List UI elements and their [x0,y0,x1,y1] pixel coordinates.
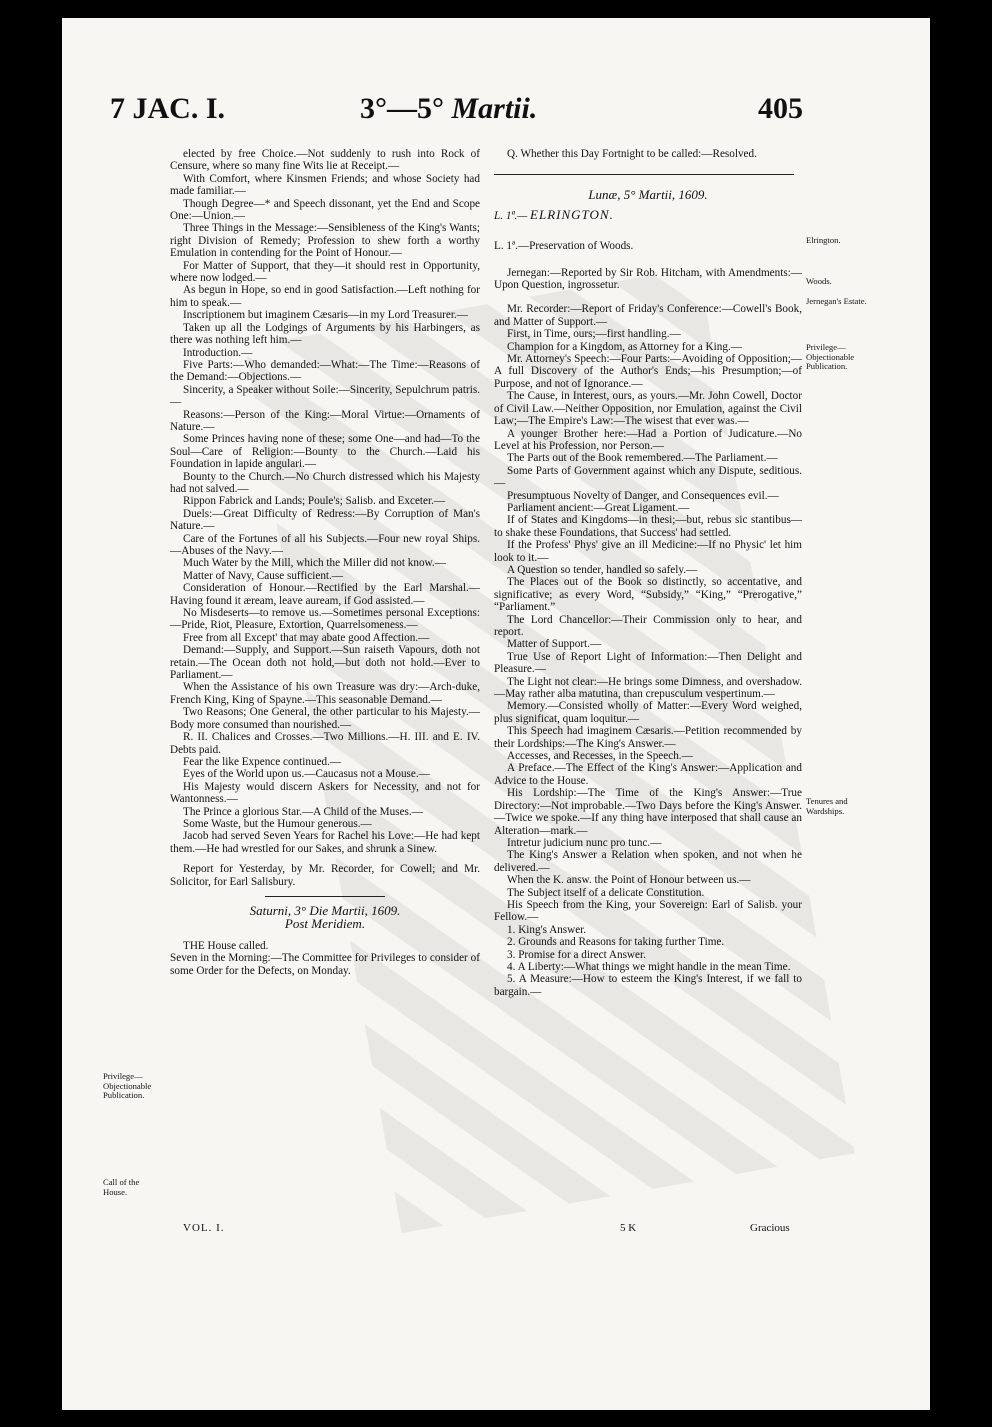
list-item: 2. Grounds and Reasons for taking further Time. [507,936,725,949]
text-paragraph: If of States and Kingdoms—in thesi;—but, rebus sic stantibus—to shake these Foundations, that Success' had settled. [494,514,802,539]
text-paragraph: The Light not clear:—He brings some Dimness, and overshadow.—May rather alba matutina, than crepusculum vespertinum.— [494,675,802,701]
page-header [110,92,810,136]
text-paragraph: Reasons:—Person of the King:—Moral Virtue:—Ornaments of Nature.— [170,408,480,433]
text-paragraph: Accesses, and Recesses, in the Speech.— [507,750,693,763]
catchword: Gracious [750,1222,790,1234]
margin-note-privilege-left: Privilege—Objectionable Publication. [103,1071,152,1101]
text-paragraph: Presumptuous Novelty of Danger, and Consequences evil.— [507,489,779,502]
text-paragraph: The King's Answer a Relation when spoken, and not when he delivered.— [494,849,802,874]
margin-note-call-house: Call of the House. [103,1177,140,1197]
text-paragraph: The Lord Chancellor:—Their Commission only to hear, and report. [494,613,802,638]
text-paragraph: Champion for a Kingdom, as Attorney for a King.— [507,340,742,353]
text-paragraph: Bounty to the Church.—No Church distressed which his Majesty had not salved.— [170,470,480,495]
list-item: 4. A Liberty:—What things we might handle in the mean Time. [507,960,791,973]
text-paragraph: Fear the like Expence continued.— [183,755,342,768]
left-column [170,148,480,977]
text-paragraph: His Majesty would discern Askers for Necessity, and not for Wantonness.— [170,780,480,806]
margin-note-privilege-right: Privilege—Objectionable Publication. [806,342,855,372]
text-paragraph: Duels:—Great Difficulty of Redress:—By Corruption of Man's Nature.— [170,507,480,533]
text-paragraph: As begun in Hope, so end in good Satisfaction.—Left nothing for him to speak.— [170,284,480,309]
text-paragraph: When the K. answ. the Point of Honour between us.— [507,874,751,887]
margin-note-jernegan: Jernegan's Estate. [806,296,867,306]
text-paragraph: Memory.—Consisted wholly of Matter:—Every Word weighed, plus significat, quam loquitur.— [494,700,802,725]
text-paragraph: Taken up all the Lodgings of Arguments by his Harbingers, as there was nothing left him.— [170,321,480,347]
text-paragraph: Though Degree—* and Speech dissonant, yet the End and Scope One:—Union.— [170,197,480,223]
text-paragraph: Eyes of the World upon us.—Caucasus not a Mouse.— [183,768,430,781]
text-paragraph: Mr. Recorder:—Report of Friday's Conference:—Cowell's Book, and Matter of Support.— [494,303,802,328]
text-paragraph: The Parts out of the Book remembered.—The Parliament.— [507,452,778,465]
text-paragraph: Parliament ancient:—Great Ligament.— [507,501,690,514]
text-paragraph: A Question so tender, handled so safely.— [507,563,698,576]
text-paragraph: Free from all Except' that may abate good Affection.— [183,631,430,644]
text-paragraph: The Cause, in Interest, ours, as yours.—Mr. John Cowell, Doctor of Civil Law.—Neither Opposition, nor Emulation, against the Civil Law;—The Empire's Law:—The wisest that ever was.— [494,390,802,428]
saturday-heading: Saturni, 3° Die Martii, 1609. [249,902,401,918]
seven-morning: Seven in the Morning:—The Committee for Privileges to consider of some Order for the Defects, on Monday. [170,952,480,977]
jernegan-paragraph: Jernegan:—Reported by Sir Rob. Hitcham, with Amendments:—Upon Question, ingrossetur. [494,266,802,292]
text-paragraph: Some Waste, but the Humour generous.— [183,817,372,830]
text-paragraph: The Prince a glorious Star.—A Child of the Muses.— [183,805,423,818]
text-paragraph: His Lordship:—The Time of the King's Answer:—True Directory:—Not improbable.—Two Days before the King's Answer.—Twice we spoke.—If any thing have interposed that shall cause an Alteration—mark.— [494,787,802,837]
text-paragraph: Some Parts of Government against which any Dispute, seditious.— [494,464,802,490]
text-paragraph: elected by free Choice.—Not suddenly to rush into Rock of Censure, where so many fine Wits lie at Receipt.— [170,148,480,173]
text-paragraph: A Preface.—The Effect of the King's Answer:—Application and Advice to the House. [494,762,802,787]
margin-note-elrington: Elrington. [806,235,841,245]
right-column [494,148,802,998]
text-paragraph: Care of the Fortunes of all his Subjects.—Four new royal Ships.—Abuses of the Navy.— [170,532,480,557]
divider [265,896,385,897]
text-paragraph: R. II. Chalices and Crosses.—Two Millions.—H. III. and E. IV. Debts paid. [170,731,480,756]
text-paragraph: Jacob had served Seven Years for Rachel his Love:—He had kept them.—He had wrestled for our Sakes, and shrunk a Sinew. [170,830,480,855]
monday-heading: Lunæ, 5° Martii, 1609. [588,187,708,203]
text-paragraph: His Speech from the King, your Sovereign: Earl of Salisb. your Fellow.— [494,898,802,924]
text-paragraph: With Comfort, where Kinsmen Friends; and whose Society had made familiar.— [170,172,480,198]
text-paragraph: A younger Brother here:—Had a Portion of Judicature.—No Level at his Profession, nor Person.— [494,427,802,452]
text-paragraph: Inscriptionem but imaginem Cæsaris—in my Lord Treasurer.— [183,309,468,322]
header-regnal-year: 7 JAC. I. [110,92,226,125]
divider [494,174,794,175]
text-paragraph: The Places out of the Book so distinctly, so accentative, and significative; as every Word, “Subsidy,” “King,” “Prerogative,” “Parliament.” [494,576,802,614]
margin-note-woods: Woods. [806,276,832,286]
list-item: 1. King's Answer. [507,923,587,936]
text-paragraph: Some Princes having none of these; some One—and had—To the Soul—Care of Religion:—Bounty to the Church.—Laid his Foundation in lapide angulari.— [170,433,480,471]
text-paragraph: Three Things in the Message:—Sensibleness of the King's Wants; right Division of Remedy; Profession to shew forth a worthy Emulation in contending for the Point of Honour.— [170,222,480,260]
text-paragraph: Mr. Attorney's Speech:—Four Parts:—Avoiding of Opposition;—A full Discovery of the Author's Ends;—his Presumption;—of Purpose, and not of Ignorance.— [494,353,802,390]
text-paragraph: Much Water by the Mill, which the Miller did not know.— [183,557,446,570]
text-paragraph: If the Profess' Phys' give an ill Medicine:—If no Physic' let him look to it.— [494,539,802,564]
text-paragraph: Sincerity, a Speaker without Soile:—Sincerity, Sepulchrum patris.— [170,383,480,409]
question-paragraph: Q. Whether this Day Fortnight to be called:—Resolved. [507,148,757,160]
text-paragraph: Demand:—Supply, and Support.—Sun raiseth Vapours, doth not retain.—The Ocean doth not hold,—but doth not hold.—Ever to Parliament.— [170,644,480,682]
text-paragraph: True Use of Report Light of Information:—Then Delight and Pleasure.— [494,650,802,676]
elrington-line: L. 1ª.— ELRINGTON. [494,206,614,222]
text-paragraph: For Matter of Support, that they—it should rest in Opportunity, where now lodged.— [170,259,480,285]
text-paragraph: Intretur judicium nunc pro tunc.— [507,836,662,849]
margin-note-tenures: Tenures and Wardships. [806,796,848,816]
text-paragraph: Introduction.— [183,346,253,359]
text-paragraph: Matter of Support.— [507,638,602,651]
text-paragraph: The Subject itself of a delicate Constitution. [507,886,705,899]
text-paragraph: First, in Time, ours;—first handling.— [507,328,681,341]
text-paragraph: Five Parts:—Who demanded:—What:—The Time:—Reasons of the Demand:—Objections.— [170,358,480,384]
signature-mark: 5 K [620,1222,637,1234]
text-paragraph: No Misdeserts—to remove us.—Sometimes personal Exceptions:—Pride, Riot, Pleasure, Extortion, Quarrelsomeness.— [170,607,480,632]
text-paragraph: Consideration of Honour.—Rectified by the Earl Marshal.—Having found it æream, leave auream, if God assisted.— [170,582,480,607]
list-item: 5. A Measure:—How to esteem the King's Interest, if we fall to bargain.— [494,973,802,998]
post-meridiem: Post Meridiem. [284,916,366,932]
text-paragraph: Matter of Navy, Cause sufficient.— [183,569,343,582]
woods-line: L. 1ª.—Preservation of Woods. [494,240,634,253]
header-dates: 3°—5° Martii. [360,92,538,125]
text-paragraph: Two Reasons; One General, the other particular to his Majesty.—Body more consumed than nourished.— [170,706,480,731]
text-paragraph: When the Assistance of his own Treasure was dry:—Arch-duke, French King, King of Spayne.—This seasonable Demand.— [170,681,480,706]
volume-label: VOL. I. [183,1222,225,1234]
text-paragraph: Rippon Fabrick and Lands; Poule's; Salisb. and Exceter.— [183,495,446,508]
report-paragraph: Report for Yesterday, by Mr. Recorder, for Cowell; and Mr. Solicitor, for Earl Salisbury. [170,863,480,888]
page-number: 405 [758,92,803,125]
house-called: THE House called. [183,939,269,952]
list-item: 3. Promise for a direct Answer. [507,948,646,961]
text-paragraph: This Speech had imaginem Cæsaris.—Petition recommended by their Lordships:—The King's Answer.— [494,725,802,750]
